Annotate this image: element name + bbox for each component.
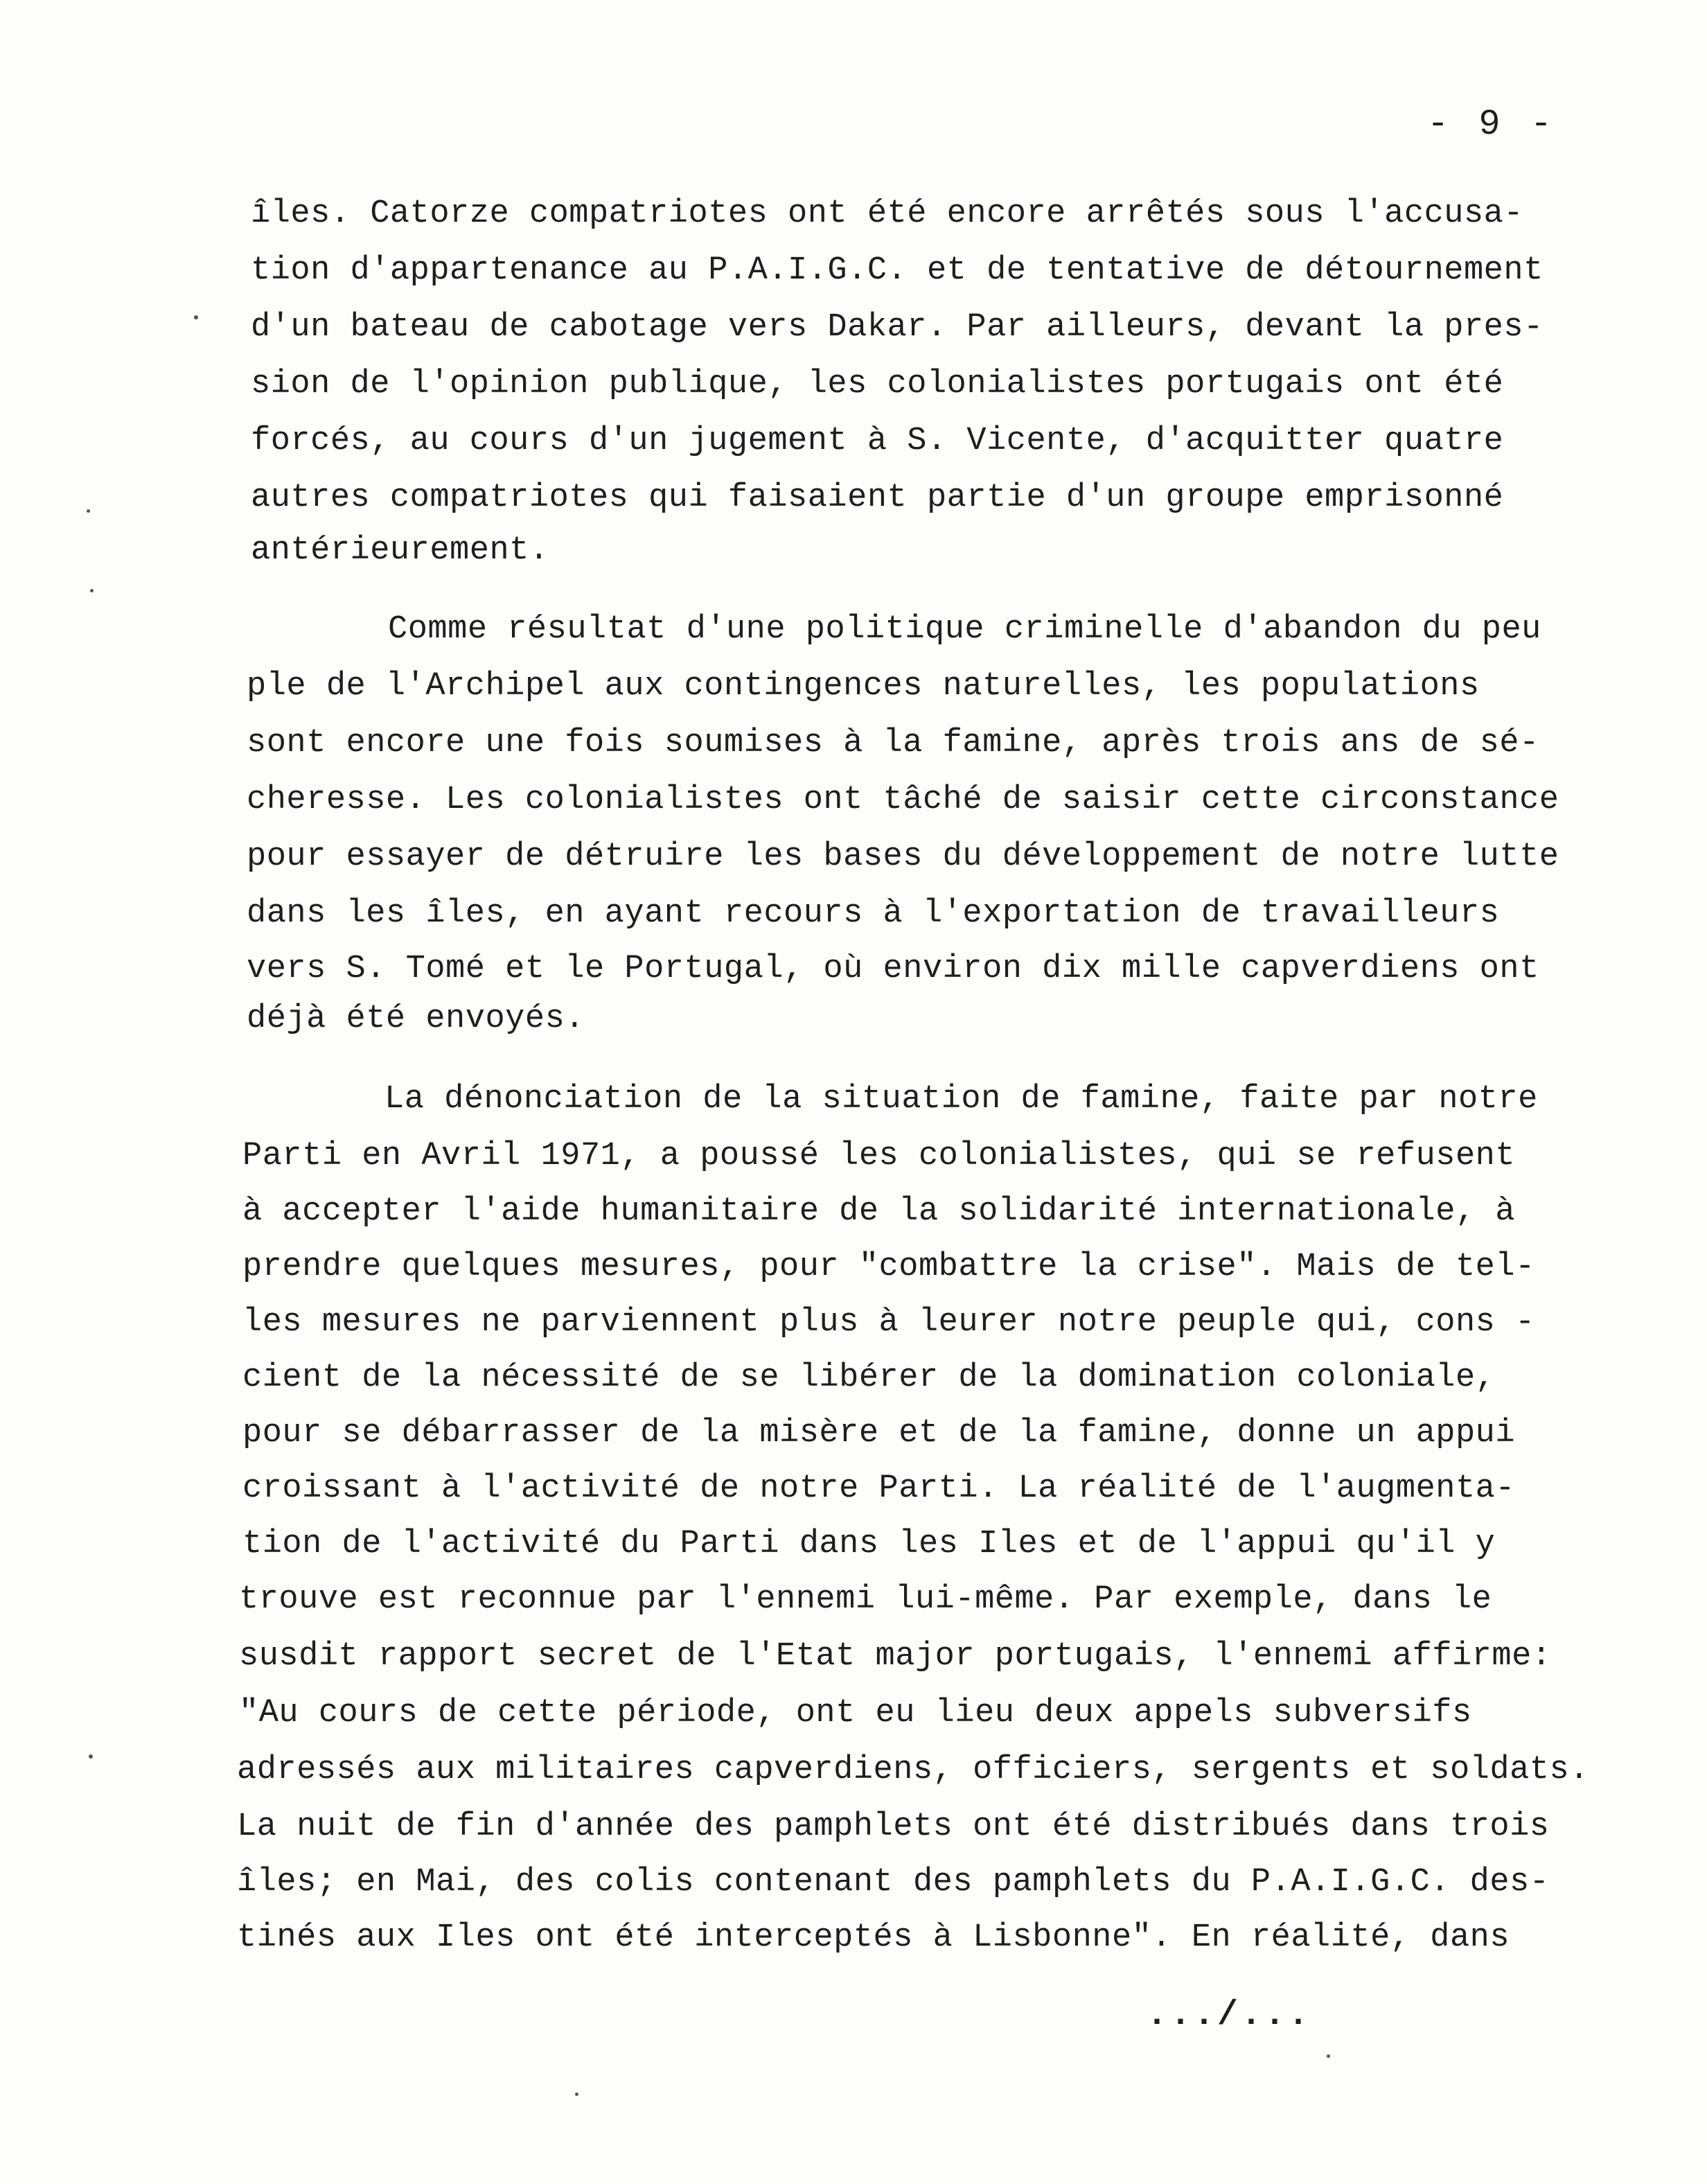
scan-speck [87, 509, 90, 513]
text-line: Parti en Avril 1971, a poussé les colonialistes, qui se refusent [242, 1138, 1516, 1174]
text-line: cient de la nécessité de se libérer de la domination coloniale, [242, 1359, 1496, 1396]
text-line: à accepter l'aide humanitaire de la solidarité internationale, à [242, 1193, 1516, 1230]
scan-speck [194, 315, 198, 319]
scan-speck [90, 589, 94, 592]
text-line: La nuit de fin d'année des pamphlets ont été distribués dans trois [237, 1808, 1550, 1845]
text-line: tinés aux Iles ont été interceptés à Lisbonne". En réalité, dans [237, 1919, 1510, 1956]
text-line: tion de l'activité du Parti dans les Iles et de l'appui qu'il y [242, 1526, 1496, 1562]
page-number: - 9 - [1427, 104, 1557, 145]
text-line: autres compatriotes qui faisaient partie d'un groupe emprisonné [251, 479, 1504, 516]
text-line: sont encore une fois soumises à la famine, après trois ans de sé- [247, 725, 1539, 761]
text-line: les mesures ne parviennent plus à leurer notre peuple qui, cons - [242, 1304, 1535, 1341]
scan-speck [575, 2093, 578, 2096]
text-line: déjà été envoyés. [247, 1001, 585, 1037]
text-line: susdit rapport secret de l'Etat major portugais, l'ennemi affirme: [239, 1638, 1552, 1675]
text-line: Comme résultat d'une politique criminelle d'abandon du peu [388, 611, 1541, 648]
text-line: trouve est reconnue par l'ennemi lui-même. Par exemple, dans le [239, 1581, 1492, 1618]
text-line: adressés aux militaires capverdiens, officiers, sergents et soldats. [237, 1752, 1589, 1788]
continuation-mark: .../... [1147, 1996, 1312, 2035]
text-line: pour essayer de détruire les bases du développement de notre lutte [247, 838, 1559, 875]
text-line: d'un bateau de cabotage vers Dakar. Par ailleurs, devant la pres- [251, 309, 1544, 346]
text-line: îles. Catorze compatriotes ont été encore arrêtés sous l'accusa- [251, 195, 1524, 232]
text-line: cheresse. Les colonialistes ont tâché de saisir cette circonstance [247, 782, 1559, 818]
text-line: forcés, au cours d'un jugement à S. Vicente, d'acquitter quatre [251, 423, 1504, 459]
text-line: pour se débarrasser de la misère et de la famine, donne un appui [242, 1415, 1516, 1452]
text-line: antérieurement. [251, 532, 549, 569]
text-line: prendre quelques mesures, pour "combattre la crise". Mais de tel- [242, 1249, 1535, 1285]
text-line: ple de l'Archipel aux contingences naturelles, les populations [247, 668, 1480, 705]
text-line: îles; en Mai, des colis contenant des pamphlets du P.A.I.G.C. des- [237, 1864, 1550, 1901]
scan-speck [1327, 2054, 1330, 2058]
text-line: tion d'appartenance au P.A.I.G.C. et de tentative de détournement [251, 252, 1544, 289]
text-line: sion de l'opinion publique, les colonialistes portugais ont été [251, 366, 1504, 403]
text-line: La dénonciation de la situation de famine, faite par notre [384, 1081, 1538, 1118]
text-line: croissant à l'activité de notre Parti. La réalité de l'augmenta- [242, 1470, 1516, 1507]
text-line: dans les îles, en ayant recours à l'exportation de travailleurs [247, 895, 1500, 932]
text-line: vers S. Tomé et le Portugal, où environ dix mille capverdiens ont [247, 951, 1539, 987]
scan-speck [89, 1754, 93, 1759]
text-line: "Au cours de cette période, ont eu lieu deux appels subversifs [239, 1695, 1472, 1732]
